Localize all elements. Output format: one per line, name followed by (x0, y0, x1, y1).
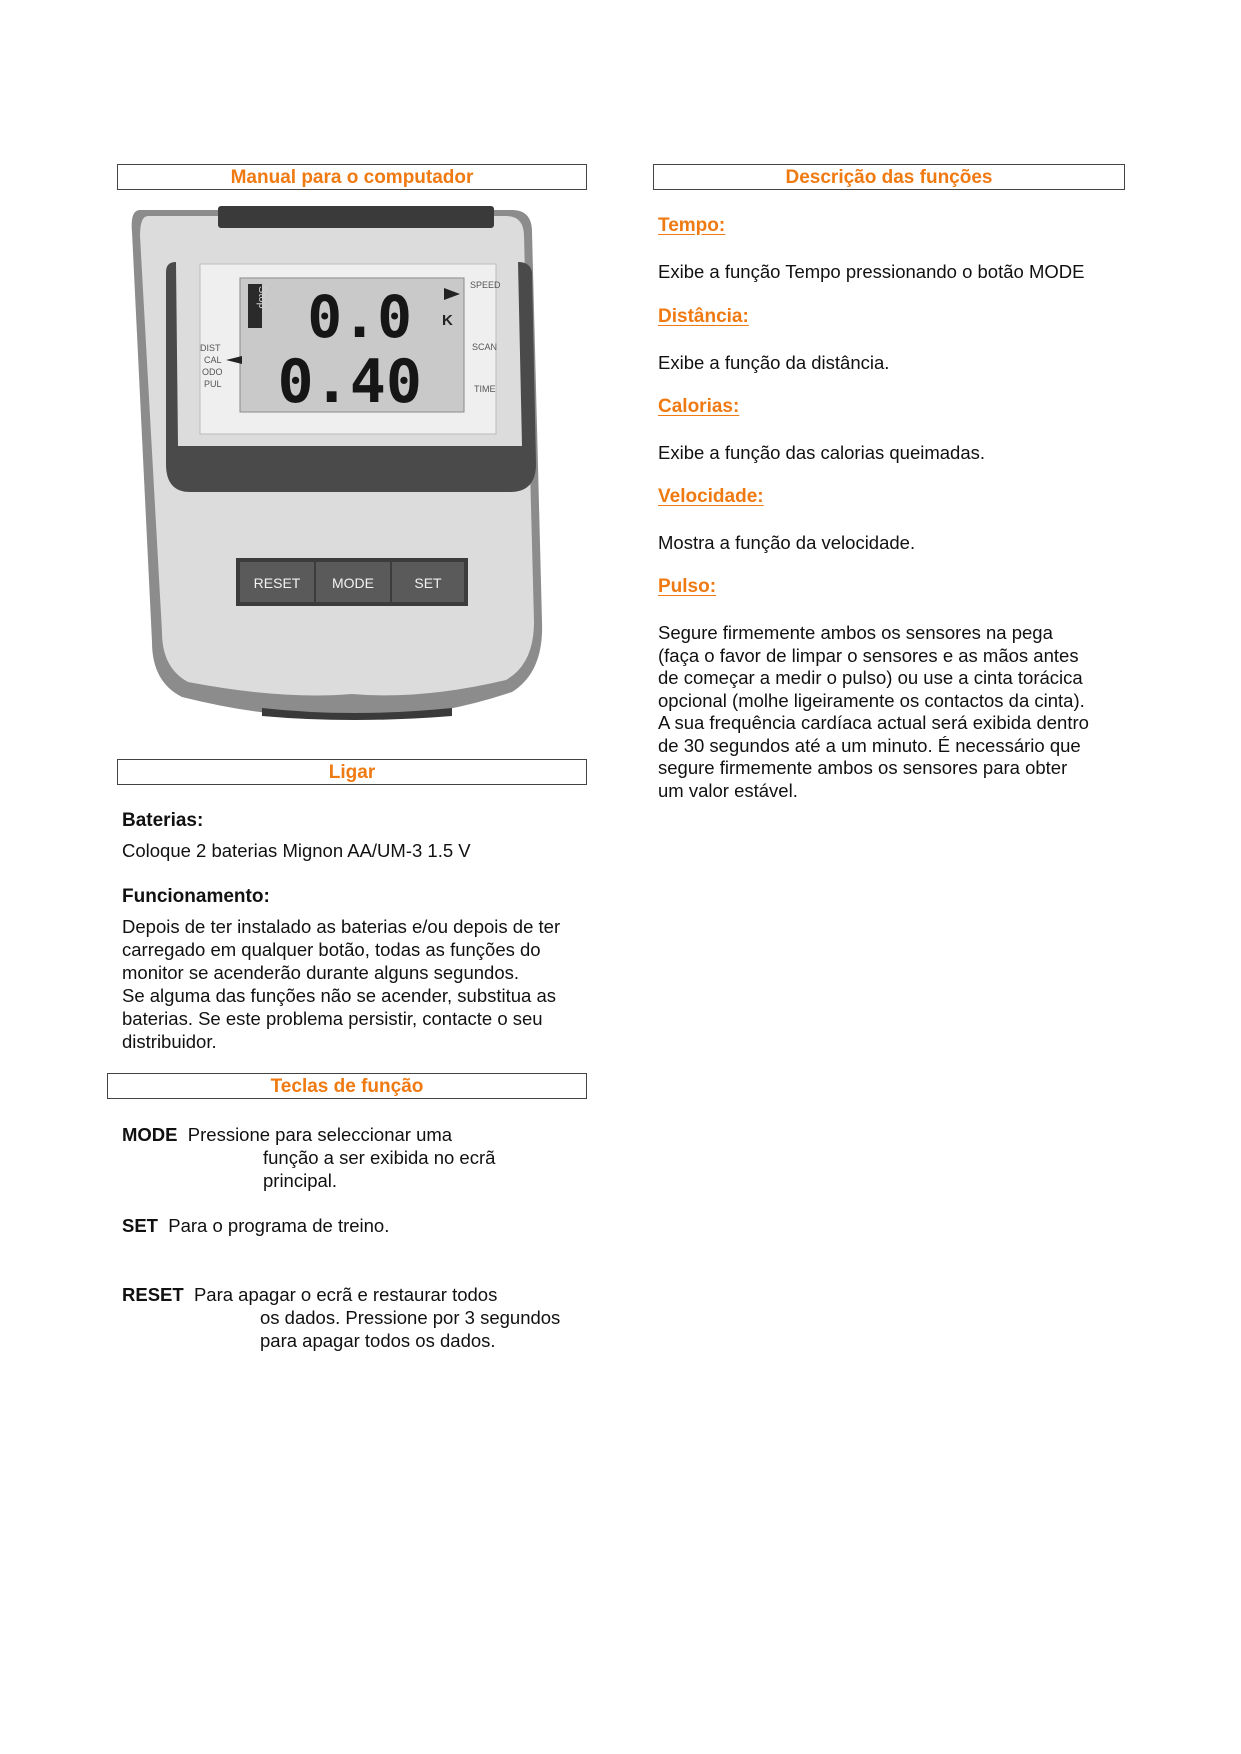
velocidade-text: Mostra a função da velocidade. (658, 532, 916, 553)
ligar-title-box (117, 759, 587, 785)
lcd-lower-value: 0.40 (277, 347, 422, 417)
distancia-text: Exibe a função da distância. (658, 352, 890, 373)
lcd-unit: K (442, 312, 453, 329)
mode-line: principal. (263, 1170, 338, 1191)
pulso-line: um valor estável. (658, 779, 798, 801)
ligar-title: Ligar (328, 761, 376, 783)
mode-key-description (122, 1123, 495, 1192)
set-button-label: SET (414, 575, 442, 591)
funcionamento-heading: Funcionamento: (122, 886, 270, 907)
funcionamento-line: distribuidor. (122, 1031, 217, 1052)
reset-line: Para apagar o ecrã e restaurar todos (193, 1284, 498, 1305)
descricao-title-box (653, 164, 1125, 190)
pulso-line: de começar a medir o pulso) ou use a cinta torácica (658, 667, 1083, 688)
set-text: Para o programa de treino. (168, 1215, 390, 1236)
manual-title-box (117, 164, 587, 190)
mode-line: Pressione para seleccionar uma (187, 1124, 453, 1145)
tempo-text: Exibe a função Tempo pressionando o botão MODE (658, 261, 1085, 282)
reset-line: para apagar todos os dados. (260, 1330, 496, 1351)
funcionamento-line: monitor se acenderão durante alguns segundos. (122, 962, 519, 983)
velocidade-title: Velocidade: (658, 486, 764, 507)
lcd-stop-label: Stop (256, 286, 268, 309)
reset-button-label: RESET (253, 575, 301, 591)
set-key-label: SET (122, 1215, 158, 1236)
distancia-title: Distância: (658, 306, 749, 327)
pulso-line: opcional (molhe ligeiramente os contactos da cinta). (658, 689, 1085, 711)
pulso-line: Segure firmemente ambos os sensores na pega (658, 622, 1053, 643)
funcionamento-line: Se alguma das funções não se acender, substitua as (122, 985, 557, 1006)
label-pul: PUL (204, 379, 222, 389)
reset-line: os dados. Pressione por 3 segundos (260, 1307, 561, 1328)
label-odo: ODO (202, 367, 223, 377)
pulso-line: segure firmemente ambos os sensores para obter (658, 757, 1068, 778)
reset-key-label: RESET (122, 1284, 184, 1305)
baterias-text: Coloque 2 baterias Mignon AA/UM-3 1.5 V (122, 840, 471, 861)
funcionamento-line: Depois de ter instalado as baterias e/ou depois de ter (122, 916, 561, 937)
descricao-title: Descrição das funções (785, 166, 993, 188)
calorias-text: Exibe a função das calorias queimadas. (658, 442, 986, 463)
label-time: TIME (474, 384, 496, 394)
label-scan: SCAN (472, 342, 498, 352)
tempo-title: Tempo: (658, 215, 726, 236)
baterias-heading: Baterias: (122, 810, 204, 831)
label-speed: SPEED (470, 280, 501, 290)
teclas-title-box (107, 1073, 587, 1099)
mode-line: função a ser exibida no ecrã (263, 1147, 496, 1168)
exercise-computer-illustration (122, 202, 582, 722)
label-cal: CAL (204, 355, 222, 365)
label-dist: DIST (200, 343, 221, 353)
funcionamento-paragraph (122, 915, 560, 1053)
pulso-title: Pulso: (658, 576, 717, 597)
pulso-paragraph (658, 622, 1089, 802)
reset-key-description (122, 1283, 560, 1352)
pulso-line: A sua frequência cardíaca actual será exibida dentro (658, 712, 1089, 733)
funcionamento-line: baterias. Se este problema persistir, contacte o seu (122, 1008, 543, 1029)
manual-title: Manual para o computador (230, 166, 474, 188)
teclas-title: Teclas de função (270, 1075, 424, 1097)
pulso-line: (faça o favor de limpar o sensores e as mãos antes (658, 644, 1079, 666)
mode-button-label: MODE (332, 575, 374, 591)
pulso-line: de 30 segundos até a um minuto. É necessário que (658, 734, 1081, 756)
calorias-title: Calorias: (658, 396, 740, 417)
funcionamento-line: carregado em qualquer botão, todas as funções do (122, 939, 541, 960)
mode-key-label: MODE (122, 1124, 178, 1145)
lcd-upper-value: 0.0 (307, 283, 412, 351)
set-key-description (122, 1214, 389, 1237)
